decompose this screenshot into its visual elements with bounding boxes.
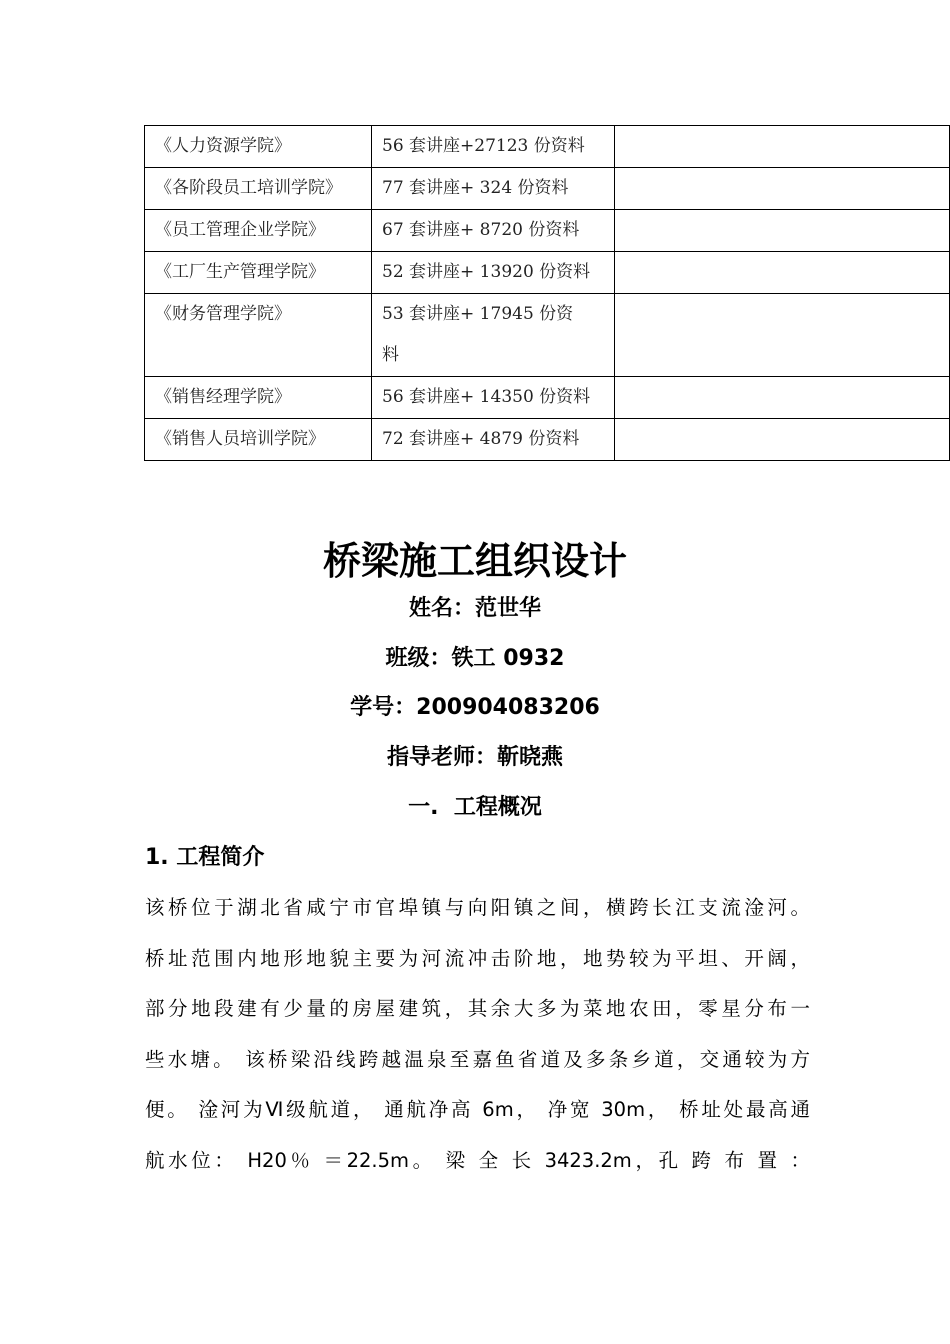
table-cell-name: [145, 168, 372, 210]
table-cell-note: [615, 168, 950, 210]
table-cell-name: 《工厂生产管理学院》: [145, 252, 372, 294]
table-cell-detail: 56 套讲座+27123 份资料: [372, 126, 615, 168]
section-heading: 一. 工程概况: [408, 795, 542, 820]
table-cell-name: 《财务管理学院》: [145, 294, 372, 377]
table-row: [145, 126, 950, 168]
table-cell-detail: 72 套讲座+ 4879 份资料: [372, 419, 615, 461]
advisor: 指导老师：靳晓燕: [386, 745, 563, 770]
table-cell-note: [615, 210, 950, 252]
table-cell-note: [615, 419, 950, 461]
table-row: [145, 210, 950, 252]
table-cell-note: [615, 126, 950, 168]
table-cell-note: [615, 377, 950, 419]
document-title: 桥梁施工组织设计: [322, 539, 627, 583]
table-row: [145, 419, 950, 461]
table-cell-name: 《销售人员培训学院》: [145, 419, 372, 461]
paragraph-line: 该桥位于湖北省咸宁市官埠镇与向阳镇之间，横跨长江支流淦河。: [145, 896, 810, 919]
table-cell-detail: [372, 294, 615, 377]
table-row: [145, 377, 950, 419]
table-cell-detail: 52 套讲座+ 13920 份资料: [372, 252, 615, 294]
table-row: [145, 294, 950, 377]
table-cell-name-text: 《各阶段员工培训学院》: [155, 178, 342, 198]
table-cell-name: 《员工管理企业学院》: [145, 210, 372, 252]
table-cell-detail-text: 53 套讲座+ 17945 份资料: [382, 304, 574, 365]
paragraph-line: 些水塘。 该桥梁沿线跨越温泉至嘉鱼省道及多条乡道，交通较为方: [145, 1047, 810, 1071]
table-cell-detail: 56 套讲座+ 14350 份资料: [372, 377, 615, 419]
paragraph-line: 部分地段建有少量的房屋建筑，其余大多为菜地农田，零星分布一: [145, 997, 810, 1021]
student-id: 学号：200904083206: [350, 695, 600, 720]
resource-table: [144, 125, 950, 461]
author-name: 姓名：范世华: [408, 596, 541, 621]
table-cell-name: 《销售经理学院》: [145, 377, 372, 419]
body-paragraph: [145, 883, 810, 1187]
paragraph-line: 桥址范围内地形地貌主要为河流冲击阶地，地势较为平坦、开阔，: [145, 946, 810, 970]
paragraph-line: 便。 淦河为Ⅵ级航道， 通航净高 6m， 净宽 30m， 桥址处最高通: [145, 1098, 810, 1122]
table-row: [145, 168, 950, 210]
paragraph-line: 航水位： H20％ ＝22.5m。 梁 全 长 3423.2m，孔 跨 布 置 ：: [145, 1148, 810, 1172]
class-info: 班级：铁工 0932: [385, 646, 565, 671]
table-cell-detail: 67 套讲座+ 8720 份资料: [372, 210, 615, 252]
table-row: [145, 252, 950, 294]
table-cell-note: [615, 294, 950, 377]
table-cell-note: [615, 252, 950, 294]
table-cell-name: 《人力资源学院》: [145, 126, 372, 168]
table-cell-detail: 77 套讲座+ 324 份资料: [372, 168, 615, 210]
subsection-heading: 1. 工程简介: [145, 845, 265, 870]
